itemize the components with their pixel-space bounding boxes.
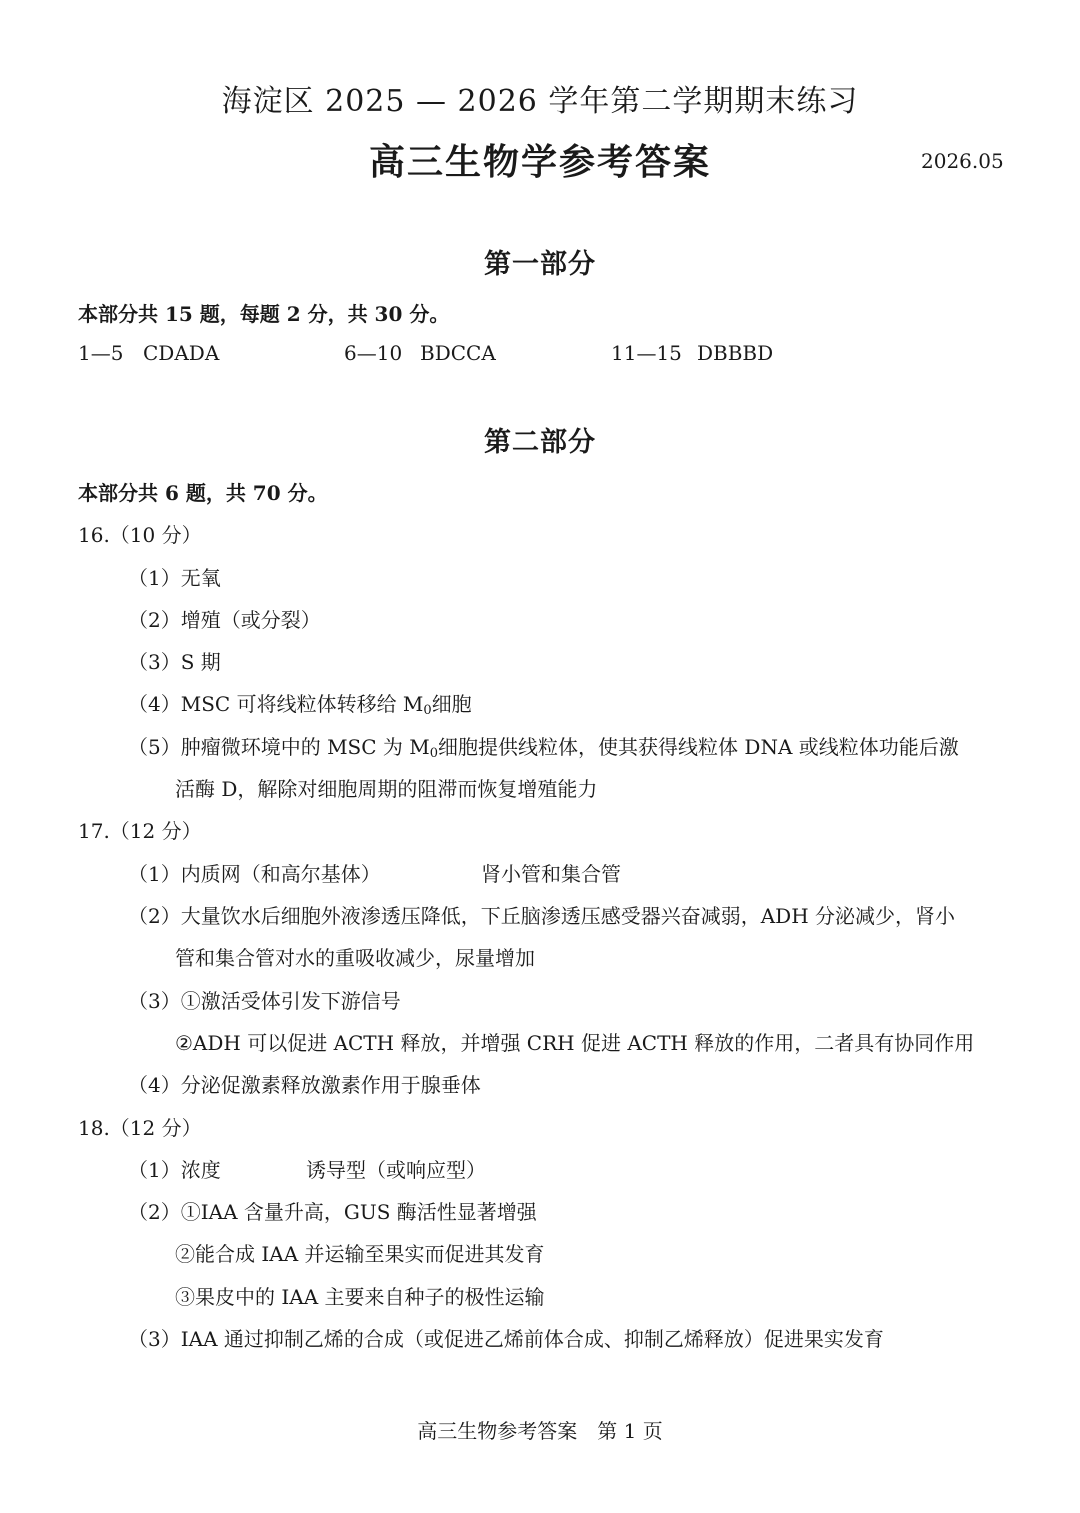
q18-answer-1b: 诱导型（或响应型） bbox=[306, 1158, 486, 1182]
q16-answer-4-post: 细胞 bbox=[431, 692, 472, 716]
q17-answer-3b: ②ADH 可以促进 ACTH 释放，并增强 CRH 促进 ACTH 释放的作用，二者具有协同作用 bbox=[175, 1031, 975, 1055]
q17-heading: 17.（12 分） bbox=[78, 819, 202, 843]
q16-answer-4-subscript: 0 bbox=[423, 703, 432, 718]
page-footer: 高三生物参考答案 第 1 页 bbox=[417, 1419, 663, 1443]
q18-answer-2: （2）①IAA 含量升高，GUS 酶活性显著增强 bbox=[128, 1200, 537, 1224]
q16-answer-1: （1）无氧 bbox=[128, 566, 221, 590]
q18-answer-3: （3）IAA 通过抑制乙烯的合成（或促进乙烯前体合成、抑制乙烯释放）促进果实发育 bbox=[128, 1327, 884, 1351]
answer-range-2: 6—10 bbox=[344, 341, 403, 365]
answer-range-1: 1—5 bbox=[78, 341, 124, 365]
q16-answer-5-post: 细胞提供线粒体，使其获得线粒体 DNA 或线粒体功能后激 bbox=[438, 735, 959, 759]
q18-answer-2c: ③果皮中的 IAA 主要来自种子的极性运输 bbox=[175, 1285, 545, 1309]
q17-answer-1b: 肾小管和集合管 bbox=[481, 862, 621, 886]
q17-answer-2-line2: 管和集合管对水的重吸收减少，尿量增加 bbox=[175, 946, 535, 970]
part2-heading: 第二部分 bbox=[484, 427, 596, 458]
q17-answer-3: （3）①激活受体引发下游信号 bbox=[128, 989, 401, 1013]
q16-answer-5-pre: （5）肿瘤微环境中的 MSC 为 M bbox=[128, 735, 430, 759]
part1-heading: 第一部分 bbox=[484, 249, 596, 280]
part1-intro: 本部分共 15 题，每题 2 分，共 30 分。 bbox=[78, 302, 450, 326]
q16-answer-5-subscript: 0 bbox=[429, 746, 439, 761]
q16-heading: 16.（10 分） bbox=[78, 523, 202, 547]
q16-answer-5 bbox=[128, 731, 959, 761]
q18-answer-2b: ②能合成 IAA 并运输至果实而促进其发育 bbox=[175, 1242, 545, 1266]
q18-answer-1: （1）浓度 bbox=[128, 1158, 221, 1182]
part2-intro: 本部分共 6 题，共 70 分。 bbox=[78, 481, 328, 505]
answer-letters-2: BDCCA bbox=[420, 341, 496, 365]
q16-answer-4-pre: （4）MSC 可将线粒体转移给 M bbox=[128, 692, 424, 716]
q17-answer-2: （2）大量饮水后细胞外液渗透压降低，下丘脑渗透压感受器兴奋减弱，ADH 分泌减少，肾小 bbox=[128, 904, 956, 928]
answer-range-3: 11—15 bbox=[611, 341, 682, 365]
q16-answer-2: （2）增殖（或分裂） bbox=[128, 608, 321, 632]
q18-heading: 18.（12 分） bbox=[78, 1116, 202, 1140]
answer-letters-1: CDADA bbox=[143, 341, 220, 365]
document-title: 海淀区 2025 — 2026 学年第二学期期末练习 bbox=[221, 84, 859, 119]
q16-answer-5-line2: 活酶 D，解除对细胞周期的阻滞而恢复增殖能力 bbox=[175, 777, 598, 801]
q16-answer-3: （3）S 期 bbox=[128, 650, 221, 674]
document-date: 2026.05 bbox=[921, 149, 1004, 173]
q17-answer-1: （1）内质网（和高尔基体） bbox=[128, 862, 381, 886]
q17-answer-4: （4）分泌促激素释放激素作用于腺垂体 bbox=[128, 1073, 481, 1097]
q16-answer-4 bbox=[128, 688, 472, 718]
answer-letters-3: DBBBD bbox=[697, 341, 774, 365]
document-subtitle: 高三生物学参考答案 bbox=[368, 141, 711, 183]
